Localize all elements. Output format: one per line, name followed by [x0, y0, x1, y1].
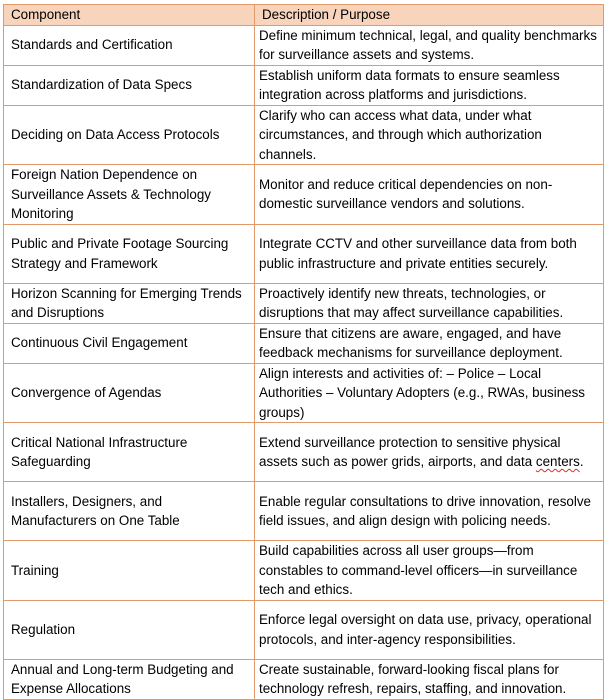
component-cell: Convergence of Agendas — [4, 363, 255, 423]
description-cell: Enable regular consultations to drive innovation, resolve field issues, and align design with policing needs. — [255, 482, 604, 541]
description-cell: Integrate CCTV and other surveillance data from both public infrastructure and private entities securely. — [255, 224, 604, 283]
spellcheck-flagged-word[interactable]: centers — [535, 454, 580, 469]
table-row — [4, 423, 604, 482]
table-row — [4, 165, 604, 225]
component-cell: Training — [4, 541, 255, 601]
table-row — [4, 541, 604, 601]
description-cell: Enforce legal oversight on data use, privacy, operational protocols, and inter-agency responsibilities. — [255, 600, 604, 659]
description-cell: Ensure that citizens are aware, engaged, and have feedback mechanisms for surveillance deployment. — [255, 323, 604, 363]
component-cell: Standardization of Data Specs — [4, 65, 255, 105]
table-row — [4, 659, 604, 699]
header-component: Component — [4, 5, 255, 26]
description-cell: Define minimum technical, legal, and quality benchmarks for surveillance assets and systems. — [255, 25, 604, 65]
component-cell: Annual and Long-term Budgeting and Expense Allocations — [4, 659, 255, 699]
header-row — [4, 5, 604, 26]
description-cell: Establish uniform data formats to ensure seamless integration across platforms and jurisdictions. — [255, 65, 604, 105]
table-row — [4, 65, 604, 105]
component-cell: Deciding on Data Access Protocols — [4, 105, 255, 165]
description-cell: Clarify who can access what data, under what circumstances, and through which authorization channels. — [255, 105, 604, 165]
table-row — [4, 482, 604, 541]
table-row — [4, 363, 604, 423]
component-cell: Critical National Infrastructure Safeguarding — [4, 423, 255, 482]
table-row — [4, 105, 604, 165]
component-cell: Regulation — [4, 600, 255, 659]
components-table — [3, 4, 604, 700]
description-cell: Build capabilities across all user groups—from constables to command-level officers—in surveillance tech and ethics. — [255, 541, 604, 601]
component-cell: Standards and Certification — [4, 25, 255, 65]
description-text-end: . — [579, 454, 584, 469]
component-cell: Installers, Designers, and Manufacturers on One Table — [4, 482, 255, 541]
description-cell: Proactively identify new threats, technologies, or disruptions that may affect surveillance capabilities. — [255, 283, 604, 323]
component-cell: Public and Private Footage Sourcing Strategy and Framework — [4, 224, 255, 283]
component-cell: Foreign Nation Dependence on Surveillance Assets & Technology Monitoring — [4, 165, 255, 225]
table-row — [4, 600, 604, 659]
table-row — [4, 283, 604, 323]
description-cell: Create sustainable, forward-looking fiscal plans for technology refresh, repairs, staffing, and innovation. — [255, 659, 604, 699]
table-row — [4, 323, 604, 363]
component-cell: Continuous Civil Engagement — [4, 323, 255, 363]
component-cell: Horizon Scanning for Emerging Trends and Disruptions — [4, 283, 255, 323]
header-description: Description / Purpose — [255, 5, 604, 26]
table-row — [4, 25, 604, 65]
description-cell: Align interests and activities of: – Police – Local Authorities – Voluntary Adopters (e.g., RWAs, business groups) — [255, 363, 604, 423]
description-cell: Monitor and reduce critical dependencies on non-domestic surveillance vendors and solutions. — [255, 165, 604, 225]
description-cell — [255, 423, 604, 482]
table-row — [4, 224, 604, 283]
description-text: Extend surveillance protection to sensitive physical assets such as power grids, airports, and data — [259, 434, 561, 469]
